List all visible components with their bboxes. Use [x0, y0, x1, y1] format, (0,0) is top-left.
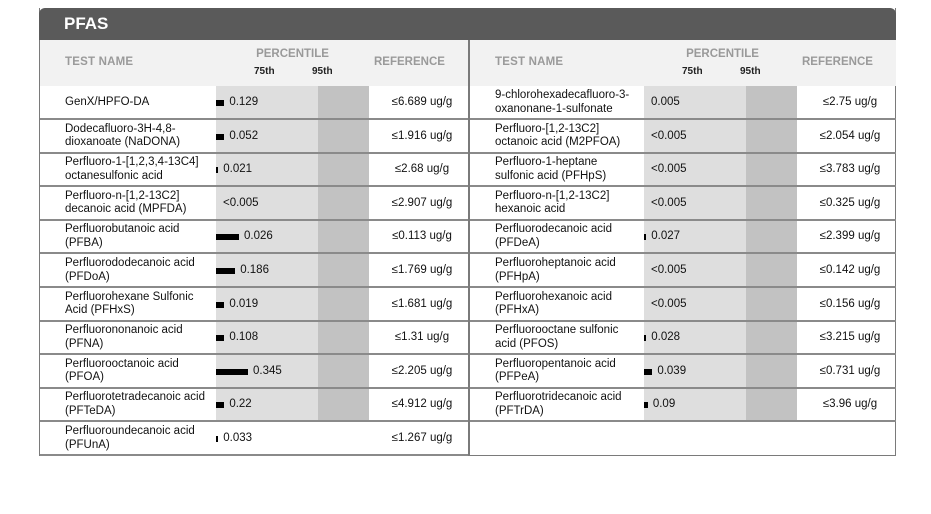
header-test-name: TEST NAME	[65, 56, 134, 68]
test-name	[495, 156, 650, 183]
percentile-bar	[644, 234, 646, 240]
table-row	[40, 254, 468, 288]
header-75th: 75th	[682, 66, 703, 77]
result-value: 0.345	[253, 364, 282, 377]
test-name-line: acid (PFOS)	[495, 337, 559, 350]
pfas-panel	[39, 8, 896, 456]
header-percentile: PERCENTILE	[256, 48, 329, 60]
result-value: <0.005	[651, 196, 687, 209]
result-value: 0.019	[229, 297, 259, 310]
test-name-line: (PFDoA)	[65, 270, 110, 283]
table-row	[470, 86, 896, 120]
test-name-line: hexanoic acid	[495, 203, 566, 216]
result-value: 0.033	[223, 432, 253, 444]
test-name	[495, 89, 650, 116]
test-name-line: Perfluorotetradecanoic acid	[65, 391, 205, 404]
result-value: 0.027	[651, 230, 681, 243]
result-value: 0.039	[657, 364, 687, 377]
percentile-bar	[216, 369, 248, 375]
percentile-bar	[644, 402, 648, 408]
test-name-line: GenX/HPFO-DA	[65, 96, 150, 108]
percentile-bar	[216, 302, 224, 308]
reference-range: ≤2.75 ug/g	[822, 96, 878, 108]
header-test-name: TEST NAME	[495, 56, 564, 68]
percentile-bar	[216, 100, 224, 106]
reference-range: ≤2.054 ug/g	[819, 129, 881, 142]
test-name-line: Perfluorobutanoic acid	[65, 223, 180, 236]
test-name-line: Perfluoroheptanoic acid	[495, 257, 616, 269]
table-row	[470, 288, 896, 322]
test-name-line: (PFHpA)	[495, 270, 540, 283]
header-95th: 95th	[312, 66, 333, 77]
reference-range: ≤6.689 ug/g	[391, 96, 453, 108]
header-reference: REFERENCE	[802, 56, 873, 68]
percentile-bar	[216, 167, 218, 173]
test-name	[495, 123, 650, 150]
test-name	[65, 96, 220, 110]
test-name	[65, 425, 220, 452]
reference-range: ≤1.916 ug/g	[391, 129, 453, 142]
result-value: 0.22	[229, 398, 252, 411]
test-name-line: octanesulfonic acid	[65, 169, 163, 182]
test-name-line: Perfluoro-n-[1,2-13C2]	[65, 189, 180, 202]
table-row	[470, 321, 896, 355]
result-value: <0.005	[651, 163, 687, 176]
test-name-line: Dodecafluoro-3H-4,8-	[65, 122, 176, 135]
test-name	[495, 291, 650, 318]
test-name-line: Perfluorohexanoic acid	[495, 290, 612, 303]
table-row	[40, 288, 468, 322]
test-name-line: Perfluoro-1-heptane	[495, 156, 598, 169]
test-name-line: (PFHxA)	[495, 304, 540, 317]
reference-range: ≤1.267 ug/g	[391, 432, 453, 444]
result-value: <0.005	[223, 196, 259, 209]
test-name-line: oxanonane-1-sulfonate	[495, 102, 613, 115]
header-reference: REFERENCE	[374, 56, 445, 68]
result-value: 0.129	[229, 96, 259, 108]
header-75th: 75th	[254, 66, 275, 77]
result-value: 0.028	[651, 331, 681, 344]
test-name	[65, 324, 220, 351]
table-row	[40, 321, 468, 355]
reference-range: ≤0.325 ug/g	[819, 196, 881, 209]
test-name-line: (PFDeA)	[495, 236, 540, 249]
result-value: <0.005	[651, 129, 687, 142]
reference-range: ≤0.731 ug/g	[819, 364, 881, 377]
test-name-line: Perfluorononanoic acid	[65, 324, 183, 337]
test-name	[495, 190, 650, 217]
test-name	[495, 358, 650, 385]
test-name-line: Perfluorododecanoic acid	[65, 257, 195, 269]
test-name-line: Perfluorohexane Sulfonic	[65, 290, 194, 303]
test-name	[65, 156, 220, 183]
percentile-bar	[644, 369, 652, 375]
table-row	[470, 120, 896, 154]
test-name-line: sulfonic acid (PFHpS)	[495, 169, 607, 182]
test-name-line: Perfluorotridecanoic acid	[495, 391, 622, 404]
reference-range: ≤1.31 ug/g	[394, 331, 450, 344]
percentile-bar	[216, 335, 224, 341]
header-percentile: PERCENTILE	[686, 48, 759, 60]
result-value: 0.005	[651, 96, 680, 108]
test-name	[65, 223, 220, 250]
reference-range: ≤2.907 ug/g	[391, 196, 453, 209]
table-row	[470, 388, 896, 422]
test-name-line: 9-chlorohexadecafluoro-3-	[495, 89, 630, 101]
test-name	[65, 358, 220, 385]
reference-range: ≤3.215 ug/g	[819, 331, 881, 344]
table-row	[40, 422, 468, 456]
test-name-line: (PFUnA)	[65, 438, 110, 451]
test-name	[495, 223, 650, 250]
test-name-line: (PFTeDA)	[65, 404, 116, 417]
reference-range: ≤0.156 ug/g	[819, 297, 881, 310]
test-name-line: Acid (PFHxS)	[65, 304, 135, 317]
result-value: 0.09	[652, 398, 676, 411]
test-name	[495, 391, 650, 418]
left-column	[40, 40, 468, 456]
test-name-line: (PFNA)	[65, 337, 104, 350]
reference-range: ≤2.68 ug/g	[394, 163, 450, 176]
test-name	[65, 391, 220, 418]
table-row	[40, 86, 468, 120]
test-name-line: (PFTrDA)	[495, 404, 544, 417]
test-name-line: octanoic acid (M2PFOA)	[495, 136, 621, 149]
test-name-line: (PFBA)	[65, 236, 103, 249]
test-name-line: (PFPeA)	[495, 371, 540, 384]
result-value: 0.108	[229, 331, 259, 344]
test-name-line: Perfluorooctane sulfonic	[495, 324, 619, 337]
test-name-line: decanoic acid (MPFDA)	[65, 203, 187, 216]
test-name-line: Perfluorooctanoic acid	[65, 357, 179, 370]
reference-range: ≤1.681 ug/g	[391, 297, 453, 310]
reference-range: ≤0.142 ug/g	[819, 264, 881, 276]
table-header	[40, 40, 468, 86]
test-name-line: Perfluoropentanoic acid	[495, 357, 616, 370]
percentile-bar	[216, 234, 239, 240]
test-name-line: (PFOA)	[65, 371, 104, 384]
percentile-bar	[216, 134, 224, 140]
table-row	[40, 388, 468, 422]
panel-title: PFAS	[39, 8, 896, 40]
table-row	[40, 153, 468, 187]
result-value: <0.005	[651, 297, 687, 310]
test-name	[65, 123, 220, 150]
reference-range: ≤2.205 ug/g	[391, 364, 453, 377]
reference-range: ≤0.113 ug/g	[392, 230, 452, 243]
percentile-bar	[216, 436, 218, 442]
table-row	[470, 254, 896, 288]
test-name-line: dioxanoate (NaDONA)	[65, 136, 181, 149]
reference-range: ≤2.399 ug/g	[819, 230, 881, 243]
percentile-bar	[644, 335, 646, 341]
table-row	[470, 153, 896, 187]
test-name	[65, 190, 220, 217]
row-divider	[470, 420, 896, 422]
table-row	[40, 220, 468, 254]
test-name	[495, 257, 650, 284]
result-value: 0.052	[229, 129, 259, 142]
test-name-line: Perfluoro-1-[1,2,3,4-13C4]	[65, 156, 199, 169]
table-row	[470, 355, 896, 389]
table-row	[40, 120, 468, 154]
table-row	[40, 187, 468, 221]
percentile-bar	[216, 268, 235, 274]
table-row	[40, 355, 468, 389]
test-name-line: Perfluoro-n-[1,2-13C2]	[495, 189, 610, 202]
result-value: 0.186	[240, 264, 269, 276]
result-value: 0.026	[244, 230, 273, 243]
result-value: <0.005	[651, 264, 687, 276]
test-name-line: Perfluoroundecanoic acid	[65, 425, 195, 437]
right-column	[468, 40, 896, 456]
test-name-line: Perfluoro-[1,2-13C2]	[495, 122, 600, 135]
test-name	[65, 257, 220, 284]
test-name	[65, 291, 220, 318]
test-name-line: Perfluorodecanoic acid	[495, 223, 612, 236]
reference-range: ≤4.912 ug/g	[391, 398, 453, 411]
row-divider	[40, 454, 468, 456]
table-header	[470, 40, 896, 86]
header-95th: 95th	[740, 66, 761, 77]
table-row	[470, 220, 896, 254]
percentile-bar	[216, 402, 224, 408]
table-row	[470, 187, 896, 221]
result-value: 0.021	[223, 163, 253, 176]
test-name	[495, 324, 650, 351]
reference-range: ≤1.769 ug/g	[391, 264, 453, 276]
reference-range: ≤3.783 ug/g	[819, 163, 881, 176]
reference-range: ≤3.96 ug/g	[822, 398, 878, 411]
